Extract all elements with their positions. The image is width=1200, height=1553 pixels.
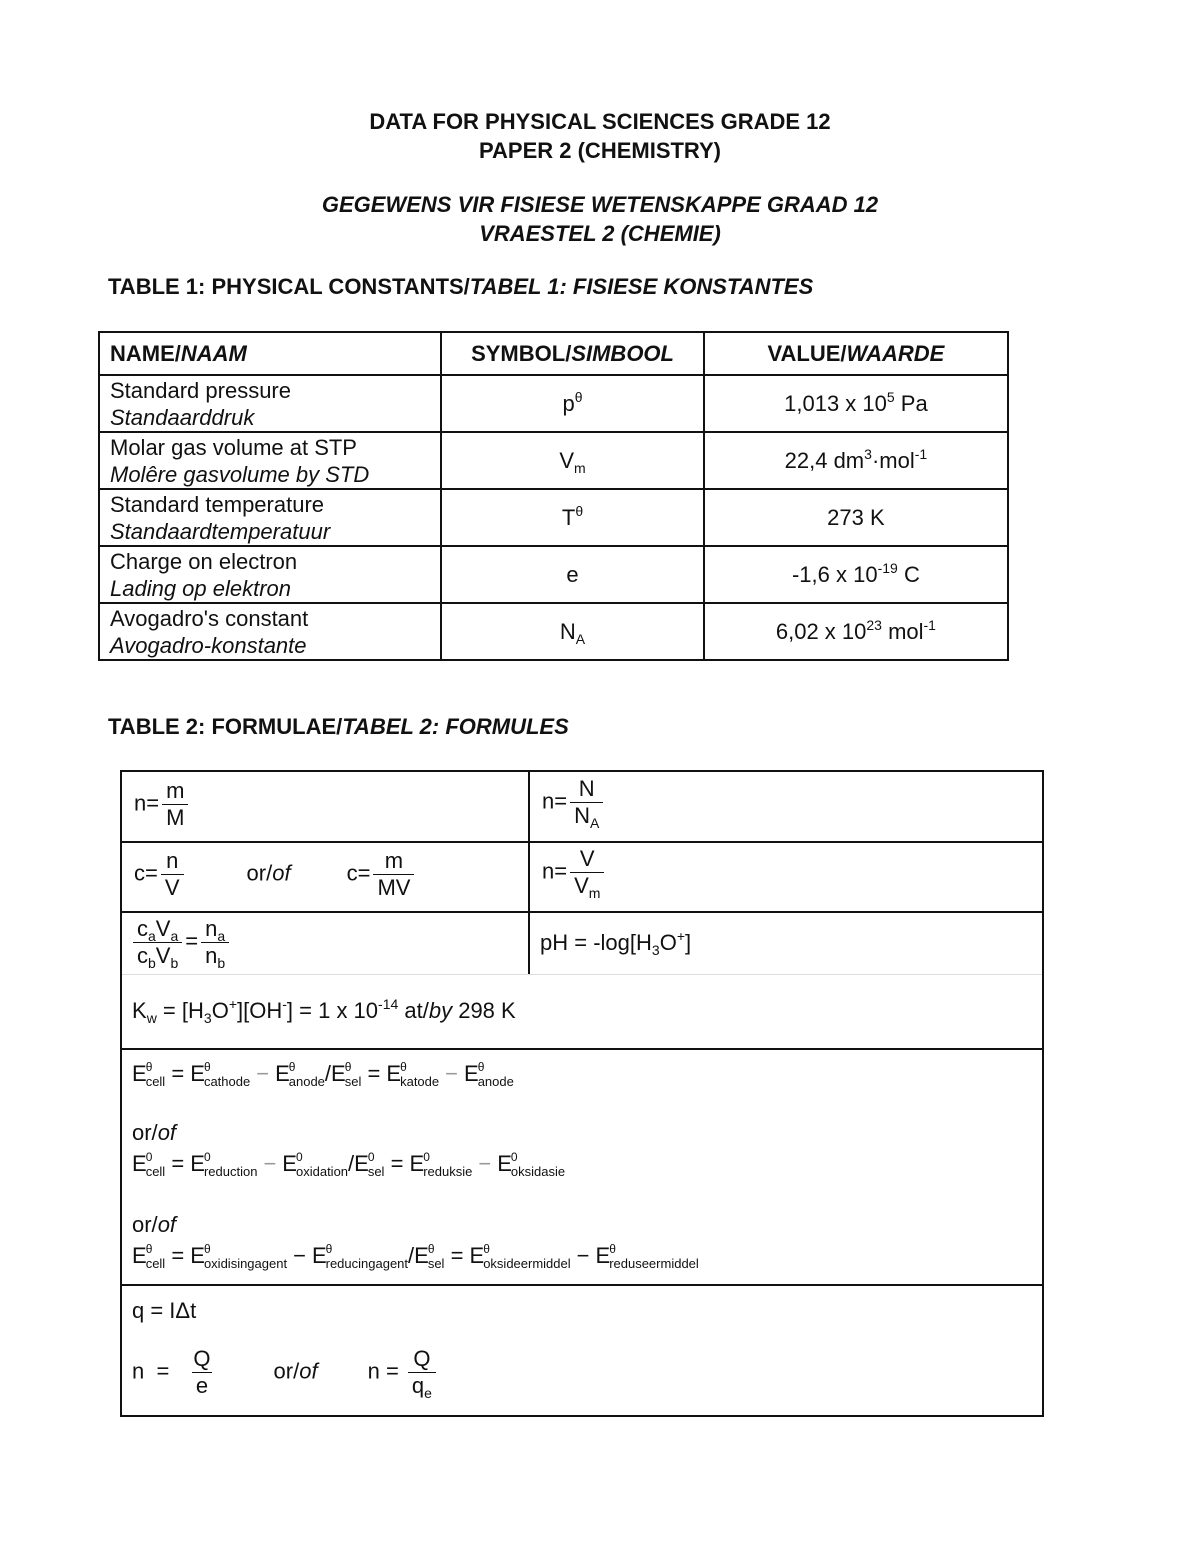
row-divider: [122, 1284, 1042, 1286]
constant-symbol: e: [441, 546, 704, 603]
formula-c-n-over-V: c= $\frac{n}{V}$ or/of c= $\frac{m}{MV}$: [134, 848, 417, 901]
physical-constants-table: [98, 331, 1009, 661]
formula-n-V-over-Vm: n= $\frac{V}{V_m}$: [542, 846, 607, 899]
table-row: [99, 432, 1008, 489]
row-divider: [122, 1048, 1042, 1050]
doc-title: DATA FOR PHYSICAL SCIENCES GRADE 12: [369, 109, 831, 134]
formulae-table: [120, 770, 1044, 1417]
formula-kw: $K_w = [H_3O^+][OH^-] = 1$ x $10^{-14}$ at/by 298 K: [132, 996, 516, 1026]
table-row: [99, 603, 1008, 660]
constant-value: 273 K: [704, 489, 1008, 546]
row-divider: [122, 841, 1042, 843]
formula-n-Q-over-e: n = $\frac{Q}{e}$ or/of n = $\frac{Q}{q_e}$: [132, 1346, 439, 1399]
constant-name: Avogadro's constant Avogadro-konstante: [99, 603, 441, 660]
constant-name: Charge on electron Lading op elektron: [99, 546, 441, 603]
formula-emf-reduction-oxidation: $E0_{cell} = E0_{reduction} - E0_{oxidation}/E0_{sel} = E0_{reduksie} - E0_{oksidasie}$: [132, 1150, 566, 1179]
or-label: or/of: [132, 1212, 177, 1237]
constant-symbol: $V_m$: [441, 432, 704, 489]
constant-symbol: $T^\theta$: [441, 489, 704, 546]
formula-emf-cathode-anode: $E\theta_{cell} = E\theta_{cathode} - E\theta_{anode}/E\theta_{sel} = E\theta_{katode} - E\theta_{anode}$: [132, 1060, 514, 1089]
formula-titration-ratio: $\frac{c_aV_a}{c_bV_b}$ = $\frac{n_a}{n_b}$: [130, 916, 232, 969]
constant-value: 6,02 x $10^{23}$ mol$^{-1}$: [704, 603, 1008, 660]
formula-ph: pH = $-\log[H_3O^+]$: [540, 928, 692, 958]
table-row: [99, 375, 1008, 432]
table-header-row: [99, 332, 1008, 375]
col-header-name: NAME/NAAM: [99, 332, 441, 375]
column-divider: [528, 772, 530, 974]
constant-value: -1,6 x $10^{-19}$ C: [704, 546, 1008, 603]
formula-q-It: q = IΔt: [132, 1298, 197, 1323]
constant-value: 1,013 x $10^5$ Pa: [704, 375, 1008, 432]
row-divider: [122, 911, 1042, 913]
constant-name: Standard temperature Standaardtemperatuur: [99, 489, 441, 546]
col-header-value: VALUE/WAARDE: [704, 332, 1008, 375]
table-row: [99, 489, 1008, 546]
doc-subtitle: PAPER 2 (CHEMISTRY): [478, 138, 722, 163]
formula-emf-oxidising-reducing: $E\theta_{cell} = E\theta_{oxidisingagent} - E\theta_{reducingagent}/E\theta_{sel} = E\theta_{oksideermiddel} - E\theta_{reduseermiddel}$: [132, 1242, 699, 1271]
or-label: or/of: [132, 1120, 177, 1145]
table2-title: TABLE 2: FORMULAE/TABEL 2: FORMULES: [108, 714, 569, 739]
formula-n-N-over-NA: n= $\frac{N}{N_A}$: [542, 776, 606, 829]
formula-n-m-over-M: n= $\frac{m}{M}$: [134, 778, 191, 831]
doc-title-af: GEGEWENS VIR FISIESE WETENSKAPPE GRAAD 12: [321, 192, 879, 217]
doc-subtitle-af: VRAESTEL 2 (CHEMIE): [479, 221, 721, 246]
table-row: [99, 546, 1008, 603]
row-divider: [122, 974, 1042, 975]
constant-symbol: $N_A$: [441, 603, 704, 660]
col-header-symbol: SYMBOL/SIMBOOL: [441, 332, 704, 375]
constant-symbol: $p^\theta$: [441, 375, 704, 432]
table1-title: TABLE 1: PHYSICAL CONSTANTS/TABEL 1: FISIESE KONSTANTES: [108, 274, 814, 299]
constant-value: 22,4 $dm^3\cdot mol^{-1}$: [704, 432, 1008, 489]
constant-name: Standard pressure Standaarddruk: [99, 375, 441, 432]
constant-name: Molar gas volume at STP Molêre gasvolume by STD: [99, 432, 441, 489]
